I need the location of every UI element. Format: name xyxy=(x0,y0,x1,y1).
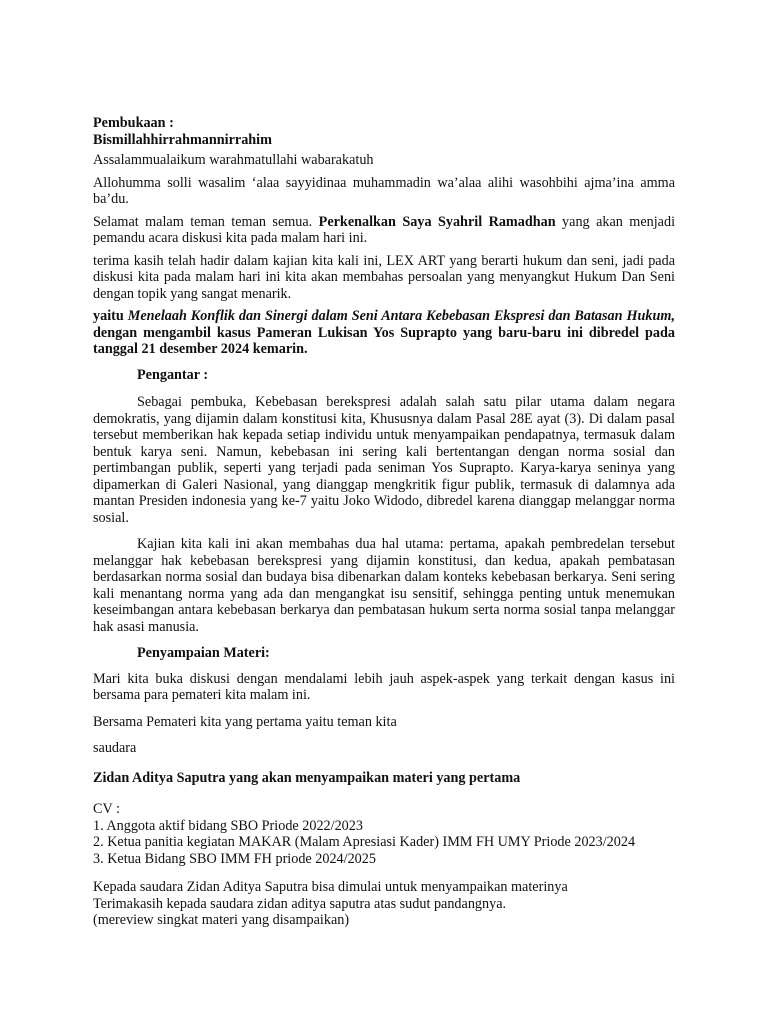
topic-pre: yaitu xyxy=(93,308,128,324)
spacer xyxy=(93,867,675,879)
topic-post: dengan mengambil kasus Pameran Lukisan Yos Suprapto yang baru-baru ini dibredel pada tanggal 21 desember 2024 kemarin. xyxy=(93,324,675,357)
document-body xyxy=(93,115,675,929)
material-heading: Penyampaian Materi: xyxy=(137,645,270,661)
greeting-pre: Selamat malam teman teman semua. xyxy=(93,213,319,230)
greeting-paragraph xyxy=(93,214,675,247)
closing-line-2: Terimakasih kepada saudara zidan aditya saputra atas sudut pandangnya. xyxy=(93,895,507,912)
cv-label: CV : xyxy=(93,801,120,817)
material-paragraph-1: Mari kita buka diskusi dengan mendalami lebih jauh aspek-aspek yang terkait dengan kasus ini bersama para pemateri kita malam ini. xyxy=(93,670,675,703)
closing-line-1: Kepada saudara Zidan Aditya Saputra bisa dimulai untuk menyampaikan materinya xyxy=(93,879,568,895)
intro-paragraph-2: Kajian kita kali ini akan membahas dua hal utama: pertama, apakah pembredelan tersebut melanggar hak kebebasan berekspresi yang dijamin konstitusi, dan kedua, apakah pembatasan berdasarkan norma sosial dan budaya bisa dibenarkan dalam konteks kebebasan berkarya. Seni sering kali menantang norma yang ada dan mengangkat isu sensitif, sehingga penting untuk menemukan keseimbangan antara kebebasan berkarya dan pembatasan hukum serta norma sosial tanpa melanggar hak asasi manusia. xyxy=(93,536,675,635)
material-paragraph-2: Bersama Pemateri kita yang pertama yaitu teman kita xyxy=(93,713,397,730)
topic-title: Menelaah Konflik dan Sinergi dalam Seni Antara Kebebasan Ekspresi dan Batasan Hukum, xyxy=(127,308,675,324)
speaker-line: Zidan Aditya Saputra yang akan menyampaikan materi yang pertama xyxy=(93,769,521,786)
thanks-paragraph: terima kasih telah hadir dalam kajian kita kali ini, LEX ART yang berarti hukum dan seni, jadi pada diskusi kita pada malam hari ini kita akan membahas persoalan yang menyangkut Hukum Dan Seni dengan topik yang sangat menarik. xyxy=(93,252,675,302)
basmalah: Bismillahhirrahmannirrahim xyxy=(93,131,272,148)
cv-item: 2. Ketua panitia kegiatan MAKAR (Malam Apresiasi Kader) IMM FH UMY Priode 2023/2024 xyxy=(93,834,636,850)
material-paragraph-3: saudara xyxy=(93,740,137,756)
intro-paragraph-1: Sebagai pembuka, Kebebasan berekspresi adalah salah satu pilar utama dalam negara demokratis, yang dijamin dalam konstitusi kita, Khususnya dalam Pasal 28E ayat (3). Di dalam pasal tersebut memberikan hak kepada setiap individu untuk menyampaikan pendapatnya, termasuk dalam bentuk karya seni. Namun, kebebasan ini sering kali bertentangan dengan norma sosial dan pertimbangan publik, seperti yang terjadi pada seniman Yos Suprapto. Karya-karya seninya yang dipamerkan di Galeri Nasional, yang dianggap mengkritik figur publik, termasuk di dalamnya ada mantan Presiden indonesia yang ke-7 yaitu Joko Widodo, dibredel karena dianggap melanggar norma sosial. xyxy=(93,394,675,526)
greeting-introduction: Perkenalkan Saya Syahril Ramadhan xyxy=(318,213,556,230)
cv-item: 1. Anggota aktif bidang SBO Priode 2022/2023 xyxy=(93,817,363,834)
closing-line-3: (mereview singkat materi yang disampaikan) xyxy=(93,912,350,928)
topic-paragraph xyxy=(93,308,675,358)
opening-heading: Pembukaan : xyxy=(93,115,174,131)
salam: Assalammualaikum warahmatullahi wabarakatuh xyxy=(93,152,374,168)
greeting-post: yang akan menjadi pemandu acara diskusi kita pada malam hari ini. xyxy=(93,213,676,246)
shalawat: Allohumma solli wasalim ‘alaa sayyidinaa muhammadin wa’alaa alihi wasohbihi ajma’ina amma ba’du. xyxy=(93,174,675,207)
intro-heading: Pengantar : xyxy=(137,366,209,383)
cv-item: 3. Ketua Bidang SBO IMM FH priode 2024/2025 xyxy=(93,850,376,867)
